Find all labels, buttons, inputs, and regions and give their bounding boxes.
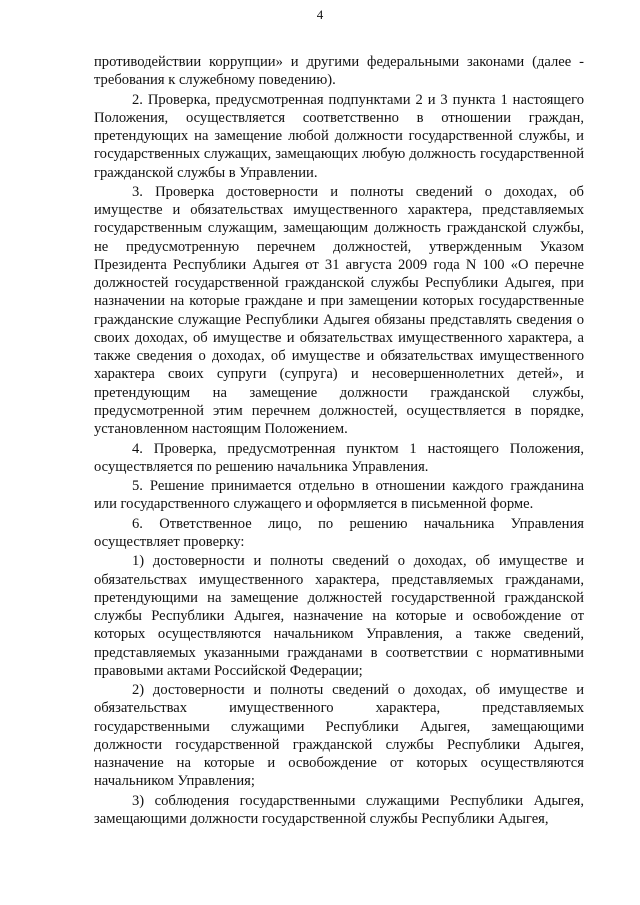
list-item-3: 3) соблюдения государственными служащими Республики Адыгея, замещающими должности государственной службы Республики Адыгея, <box>94 792 584 827</box>
list-item-2: 2) достоверности и полноты сведений о доходах, об имуществе и обязательствах имущественного характера, представляемых государственными служащими Республики Адыгея, замещающими должности государственной гражданской службы Республики Адыгея, назначение на которые и освобождение от которых осуществляются начальником Управления; <box>94 682 584 790</box>
list-item-1: 1) достоверности и полноты сведений о доходах, об имуществе и обязательствах имущественного характера, представляемых гражданами, претендующими на замещение должностей государственной гражданской службы Республики Адыгея, назначение на которые и освобождение от которых осуществляются начальником Управления, а также сведений, представляемых указанными гражданами в соответствии с нормативными правовыми актами Российской Федерации; <box>94 553 584 679</box>
paragraph-continuation: противодействии коррупции» и другими федеральными законами (далее - требования к служебному поведению). <box>94 54 584 89</box>
paragraph-6: 6. Ответственное лицо, по решению начальника Управления осуществляет проверку: <box>94 515 584 550</box>
paragraph-2: 2. Проверка, предусмотренная подпунктами 2 и 3 пункта 1 настоящего Положения, осуществляется соответственно в отношении граждан, претендующих на замещение любой должности государственной службы, и государственных служащих, замещающих любую должность государственной гражданской службы в Управлении. <box>94 91 584 181</box>
page-number: 4 <box>316 7 324 22</box>
paragraph-4: 4. Проверка, предусмотренная пунктом 1 настоящего Положения, осуществляется по решению начальника Управления. <box>94 440 584 475</box>
document-body <box>94 53 584 829</box>
paragraph-3: 3. Проверка достоверности и полноты сведений о доходах, об имуществе и обязательствах имущественного характера, представляемых государственным служащим, замещающим должность гражданской службы, не предусмотренную перечнем должностей, утвержденным Указом Президента Республики Адыгея от 31 августа 2009 года N 100 «О перечне должностей государственной гражданской службы Республики Адыгея, при назначении на которые граждане и при замещении которых государственные гражданские служащие Республики Адыгея обязаны представлять сведения о своих доходах, об имуществе и обязательствах имущественного характера, а также сведения о доходах, об имуществе и обязательствах имущественного характера своих супруги (супруга) и несовершеннолетних детей», и претендующим на замещение должности гражданской службы, предусмотренной этим перечнем должностей, осуществляется в порядке, установленном настоящим Положением. <box>94 183 584 438</box>
paragraph-5: 5. Решение принимается отдельно в отношении каждого гражданина или государственного служащего и оформляется в письменной форме. <box>94 478 584 513</box>
